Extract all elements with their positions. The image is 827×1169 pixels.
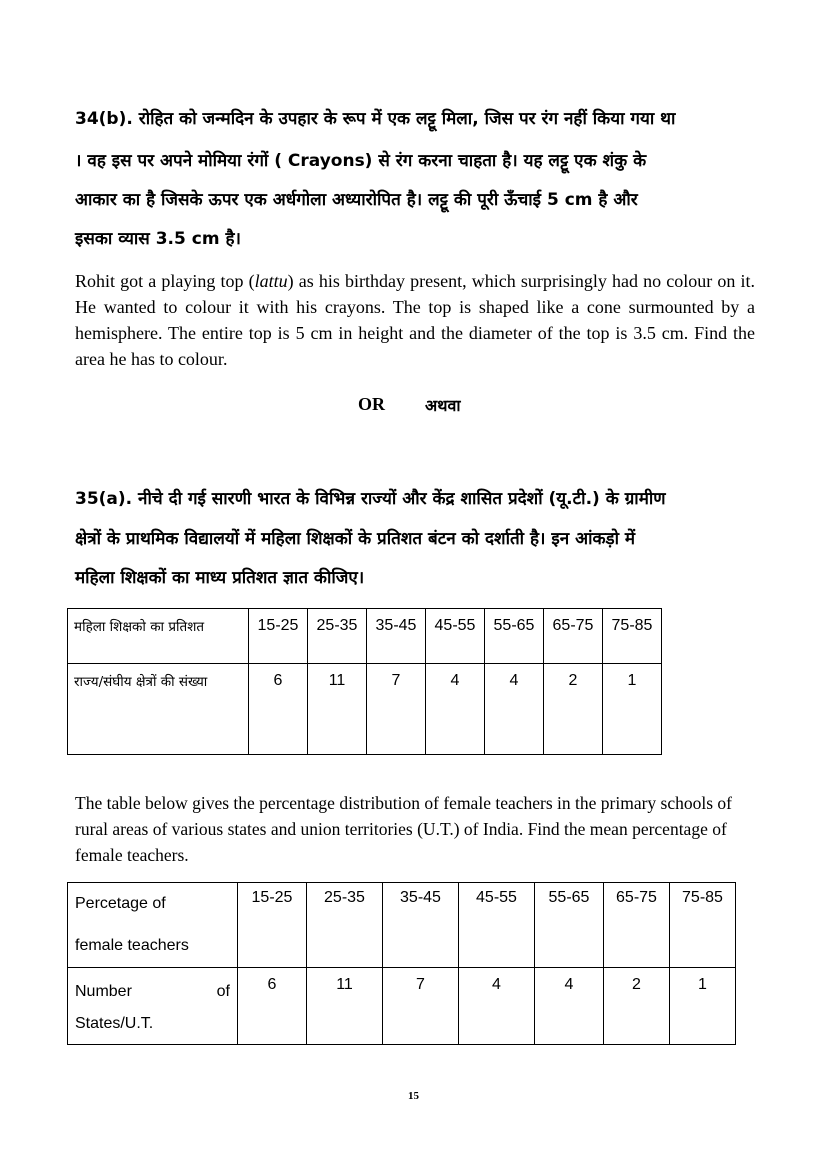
english-data-table <box>67 882 736 1045</box>
count-cell: 4 <box>485 664 544 755</box>
row-label-count <box>68 968 238 1045</box>
q35a-english-text: The table below gives the percentage distribution of female teachers in the primary schools of rural areas of various states and union territories (U.T.) of India. Find the mean percentage of female teachers. <box>75 793 732 865</box>
count-cell: 4 <box>426 664 485 755</box>
hindi-data-table <box>67 608 662 755</box>
table-row <box>68 883 736 968</box>
class-cell: 45-55 <box>426 609 485 664</box>
class-cell: 55-65 <box>535 883 604 968</box>
q35a-hindi-line-3: महिला शिक्षकों का माध्य प्रतिशत ज्ञात कीजिए। <box>75 568 365 588</box>
q35a-hindi-line-1: 35(a). नीचे दी गई सारणी भारत के विभिन्न राज्यों और केंद्र शासित प्रदेशों (यू.टी.) के ग्रामीण <box>75 489 666 509</box>
table-row <box>68 609 662 664</box>
q34b-english-post: ) as his birthday present, which surprisingly had no colour on it. He wanted to colour it with his crayons. The top is shaped like a cone surmounted by a hemisphere. The entire top is 5 cm in height and the diameter of the top is 3.5 cm. Find the area he has to colour. <box>75 271 755 369</box>
table-row <box>68 968 736 1045</box>
row-label-line <box>75 976 230 1008</box>
count-cell: 4 <box>535 968 604 1045</box>
class-cell: 75-85 <box>670 883 736 968</box>
q34b-hindi-line-3: आकार का है जिसके ऊपर एक अर्धगोला अध्यारोपित है। लट्टू की पूरी ऊँचाई 5 cm है और <box>75 190 638 210</box>
count-cell: 11 <box>308 664 367 755</box>
or-english: OR <box>358 394 385 414</box>
class-cell: 25-35 <box>308 609 367 664</box>
row-label-percentage: महिला शिक्षको का प्रतिशत <box>68 609 249 664</box>
or-hindi: अथवा <box>425 396 461 415</box>
class-cell: 65-75 <box>544 609 603 664</box>
q34b-english-italic: lattu <box>254 271 288 291</box>
class-cell: 55-65 <box>485 609 544 664</box>
q34b-hindi-line-1: 34(b). रोहित को जन्मदिन के उपहार के रूप में एक लट्टू मिला, जिस पर रंग नहीं किया गया था <box>75 109 676 129</box>
q34b-hindi-line-2: । वह इस पर अपने मोमिया रंगों ( Crayons) से रंग करना चाहता है। यह लट्टू एक शंकु के <box>75 151 647 171</box>
class-cell: 45-55 <box>459 883 535 968</box>
q35a-hindi-line-2: क्षेत्रों के प्राथमिक विद्यालयों में महिला शिक्षकों के प्रतिशत बंटन को दर्शाती है। इन आंकड़ो में <box>75 529 636 549</box>
q34b-english-text <box>75 268 755 372</box>
page-number: 15 <box>408 1090 419 1102</box>
count-cell: 1 <box>670 968 736 1045</box>
class-cell: 15-25 <box>249 609 308 664</box>
class-cell: 35-45 <box>383 883 459 968</box>
count-cell: 2 <box>604 968 670 1045</box>
row-label-line: States/U.T. <box>75 1015 154 1032</box>
table-row <box>68 664 662 755</box>
count-cell: 6 <box>249 664 308 755</box>
row-label-line: female teachers <box>75 937 189 954</box>
class-cell: 65-75 <box>604 883 670 968</box>
q34b-english-pre: Rohit got a playing top ( <box>75 271 255 291</box>
count-cell: 6 <box>238 968 307 1045</box>
class-cell: 25-35 <box>307 883 383 968</box>
count-cell: 7 <box>383 968 459 1045</box>
class-cell: 75-85 <box>603 609 662 664</box>
row-label-percentage <box>68 883 238 968</box>
count-cell: 2 <box>544 664 603 755</box>
q34b-hindi-line-4: इसका व्यास 3.5 cm है। <box>75 229 241 249</box>
row-label-word: Number <box>75 983 132 1000</box>
count-cell: 11 <box>307 968 383 1045</box>
row-label-line: Percetage of <box>75 895 166 912</box>
count-cell: 4 <box>459 968 535 1045</box>
count-cell: 1 <box>603 664 662 755</box>
class-cell: 15-25 <box>238 883 307 968</box>
class-cell: 35-45 <box>367 609 426 664</box>
row-label-word: of <box>216 983 230 1000</box>
count-cell: 7 <box>367 664 426 755</box>
row-label-count: राज्य/संघीय क्षेत्रों की संख्या <box>68 664 249 755</box>
